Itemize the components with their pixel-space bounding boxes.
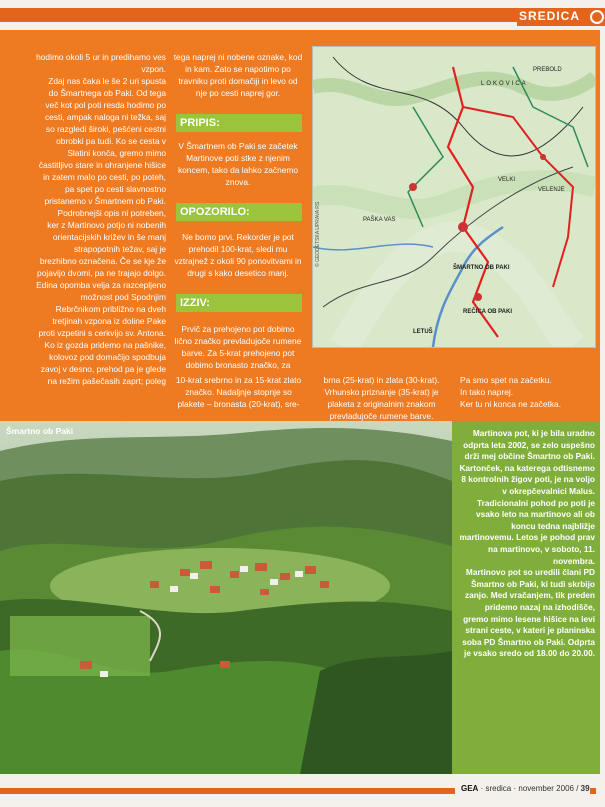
map-label-smartno: ŠMARTNO OB PAKI [453, 265, 510, 271]
closing-line: Pa smo spet na začetku. [460, 375, 552, 385]
map-label-velenje: VELENJE [538, 187, 565, 193]
izziv-heading: IZZIV: [176, 294, 302, 312]
sidebar-text [458, 428, 595, 660]
footer-date: november 2006 / [518, 784, 579, 793]
map-credit: © GEODETSKA UPRAVA RS [315, 201, 321, 267]
map-label-letus: LETUŠ [413, 329, 433, 335]
article-column-5 [460, 374, 590, 410]
map-label-prebold: PREBOLD [533, 67, 562, 73]
footer-accent-bar [0, 788, 455, 794]
route-map [312, 46, 596, 348]
top-accent-bar [0, 8, 605, 22]
pripis-text: V Šmartnem ob Paki se začetek Martinove poti stke z njenim koncem, tako da lahko začnemo znova. [177, 141, 299, 187]
footer-section: · sredica · [480, 784, 517, 793]
article-column-3: 10-krat srebrno in za 15-krat zlato značko. Nadaljnje stopnje so plakete – bronasta (20-krat), sre- [175, 375, 302, 409]
photo-caption: Šmartno ob Paki [6, 426, 74, 436]
article-column-2 [172, 51, 304, 99]
paragraph: Zdaj nas čaka le še 2 uri spusta do Šmartnega ob Paki. Od tega več kot pol poti resda hodimo po cesti, ampak naloga ni težka, saj so razgledi široki, pešćeni cestni obrobki pa tudi. Ko se cesta v Slatini konča, gremo mimo častitljivo stare in ohranjene hišice in zatem malo po cesti, po poteh, pa spet po cesti slavnostno pristanemo v Šmartnem ob Paki. [38, 76, 166, 206]
landscape-graphic [0, 421, 452, 774]
section-label: SREDICA [519, 9, 581, 23]
map-label-paska-vas: PAŠKA VAS [363, 217, 396, 223]
map-label-lokovica: LOKOVICA [481, 81, 528, 87]
landscape-photo [0, 421, 452, 774]
closing-line: In tako naprej. [460, 387, 514, 397]
map-label-recica: REČICA OB PAKI [463, 309, 513, 315]
paragraph: hodimo okoli 5 ur in predihamo ves vzpon. [36, 52, 166, 74]
opozorilo-text: Ne bomo prvi. Rekorder je pot prehodil 100-krat, sledi mu vztrajnež z okoli 90 ponovitvami in drugi s kako desetico manj. [174, 232, 302, 278]
map-label-velki: VELKI [498, 177, 516, 183]
pripis-heading: PRIPIS: [176, 114, 302, 132]
sidebar-paragraph: Martinovo pot so uredili člani PD Šmartno ob Paki, ki tudi skrbijo zanjo. Med vračanjem, tik preden pridemo nazaj na izhodišče, gremo mimo lesene hišice na levi strani ceste, v kateri je planinska soba PD Šmartno ob Paki. Odprta je vsako sredo od 18.00 do 20.00. [462, 567, 595, 659]
sidebar-paragraph: Martinova pot, ki je bila uradno odprta leta 2002, se zelo uspešno drži mej občine Šmartno ob Paki. Kartonček, na katerega odtisnemo 8 kontrolnih žigov poti, je na voljo v okrepčevalnici Malus. Tradicionalni pohod po poti je vsako leto na martinovo ali ob koncu tedna najbližje martinovemu. Letos je pohod prav na martinovo, v soboto, 11. novembra. [459, 428, 595, 566]
section-circle-icon [590, 10, 604, 24]
izziv-text: Prvič za prehojeno pot dobimo lično značko prevladujoče rumene barve. Za 5-krat prehojeno pot dobimo bronasto značko, za [174, 324, 302, 370]
closing-line: Ker tu ni konca ne začetka. [460, 399, 562, 409]
paragraph: Podrobnejši opis ni potreben, ker z Martinovo potjo ni nobenih orientacijskih križev in še manj strapopotnih težav, saj je brezhibno označena. Če se kje že pojavijo dvomi, pa ne trajajo dolgo. Edina opomba velja za razcepljeno možnost pod Spodnjim Rebrčnikom približno na dveh tretjinah vzpona iz doline Pake proti vzpetini s cerkvijo sv. Antona. Ko iz gozda pridemo na pašnike, kolovoz pod domačijo spodbuja zavoj v desno, prehod pa je glede na režim pašečasih zaprt; poleg [36, 208, 166, 386]
footer-square-icon [590, 788, 596, 794]
article-column-4: brna (25-krat) in zlata (30-krat). Vrhunsko priznanje (35-krat) je plaketa z originalnim znakom prevladujoče rumene barve. [323, 375, 440, 421]
page-number: 39 [580, 784, 590, 793]
opozorilo-heading: OPOZORILO: [176, 203, 302, 221]
footer-brand: GEA [461, 784, 479, 793]
paragraph: tega naprej ni nobene oznake, kod in kam. Zato se napotimo po travniku proti domačiji in levo od nje po cesti naprej gor. [173, 52, 303, 98]
map-graphic [313, 47, 595, 347]
article-column-1 [36, 51, 166, 387]
page-footer [461, 784, 590, 793]
